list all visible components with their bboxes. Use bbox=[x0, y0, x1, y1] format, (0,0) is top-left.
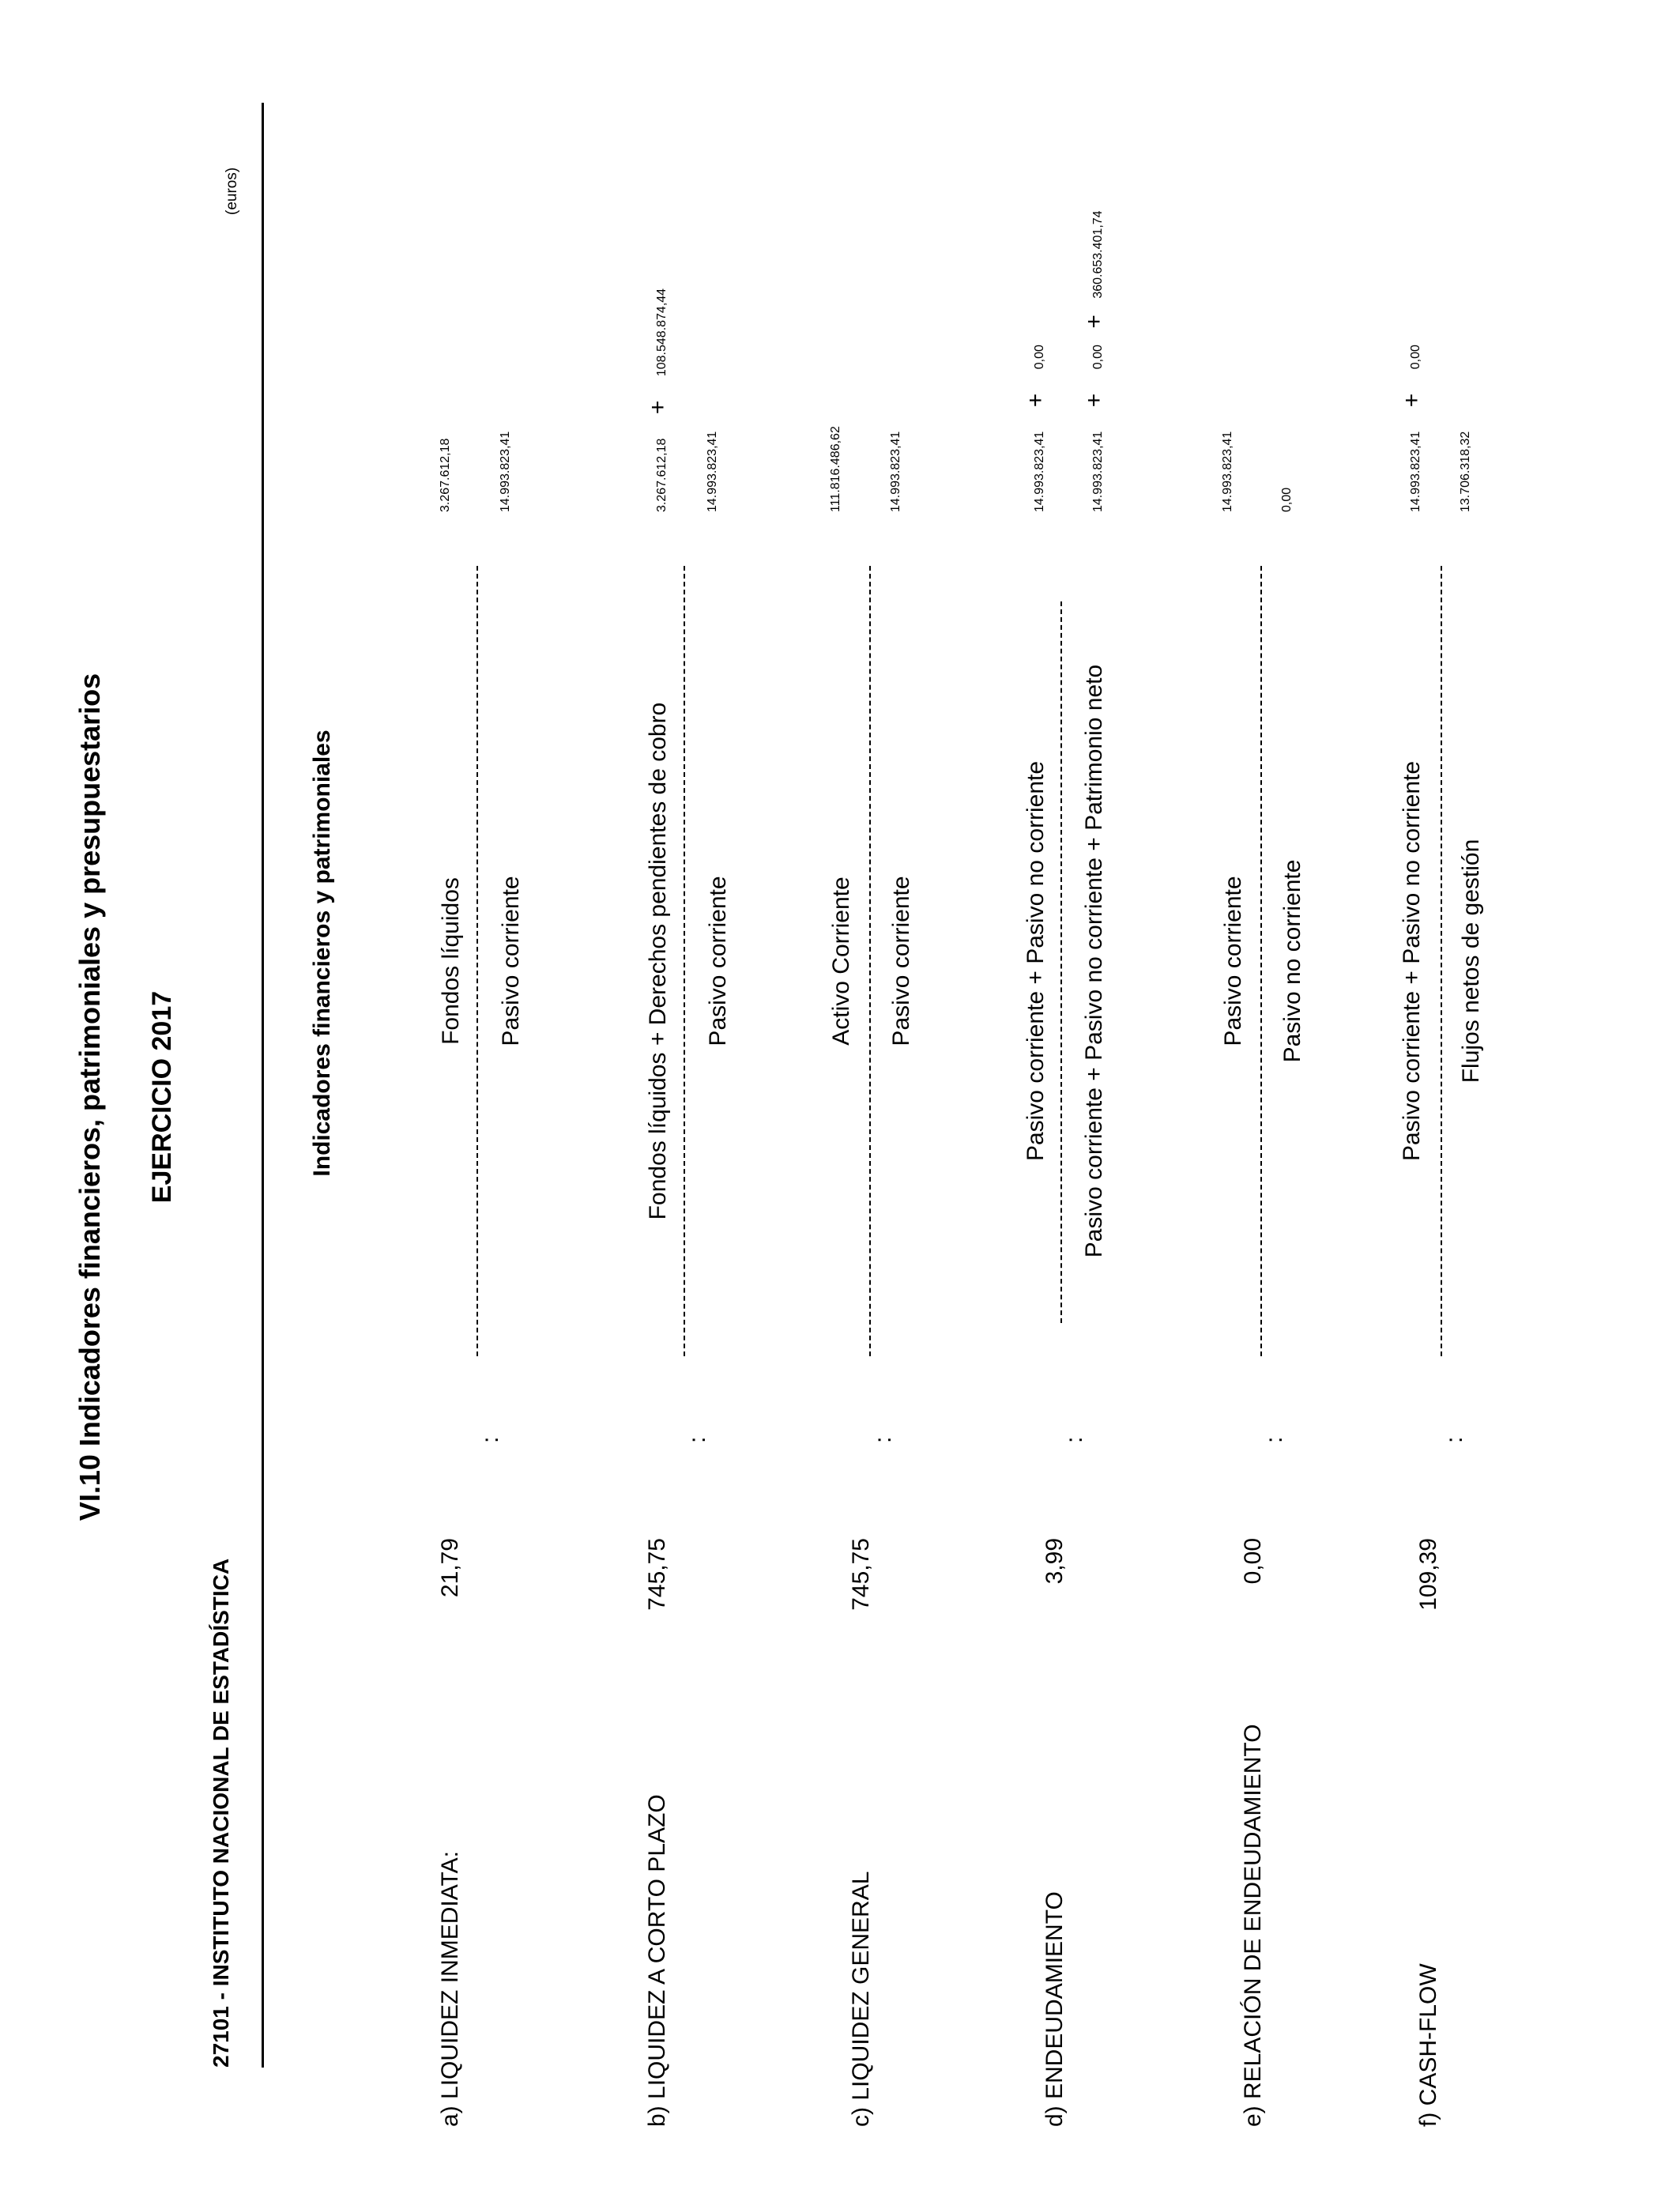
colon: : bbox=[870, 1436, 896, 1443]
indicator-label: b) LIQUIDEZ A CORTO PLAZO bbox=[644, 1794, 670, 2127]
fraction-line bbox=[1441, 566, 1442, 1356]
colon: : bbox=[1261, 1436, 1287, 1443]
amount: 3.267.612,18 bbox=[655, 438, 669, 512]
numerator: Fondos líquidos + Derechos pendientes de cobro bbox=[645, 702, 671, 1220]
indicator-value: 0,00 bbox=[1240, 1538, 1266, 1585]
amount: 14.993.823,41 bbox=[1221, 431, 1234, 512]
unit-label: (euros) bbox=[224, 167, 240, 215]
numerator-values bbox=[646, 288, 670, 512]
denominator-values bbox=[1281, 488, 1294, 512]
amount: 0,00 bbox=[1091, 345, 1105, 370]
denominator: Pasivo no corriente bbox=[1279, 859, 1305, 1063]
amount: 111.816.486,62 bbox=[829, 426, 842, 512]
amount: 108.548.874,44 bbox=[655, 288, 669, 377]
amount: 360.653.401,74 bbox=[1091, 210, 1105, 299]
indicator-label: a) LIQUIDEZ INMEDIATA: bbox=[437, 1851, 463, 2127]
indicator-value: 109,39 bbox=[1415, 1538, 1441, 1611]
fraction-line bbox=[1060, 601, 1062, 1323]
indicator-label: f) CASH-FLOW bbox=[1415, 1963, 1441, 2127]
colon: : bbox=[1061, 1436, 1087, 1443]
page-title: VI.10 Indicadores financieros, patrimoniales y presupuestarios bbox=[73, 673, 106, 1521]
amount: 14.993.823,41 bbox=[1033, 431, 1046, 512]
numerator-values bbox=[1222, 432, 1234, 512]
indicator-value: 745,75 bbox=[848, 1538, 874, 1611]
denominator: Pasivo corriente bbox=[498, 876, 524, 1046]
amount: 13.706.318,32 bbox=[1459, 431, 1472, 512]
amount: 14.993.823,41 bbox=[889, 431, 902, 512]
denominator: Pasivo corriente bbox=[705, 876, 731, 1046]
fraction-line bbox=[477, 566, 478, 1356]
denominator: Pasivo corriente + Pasivo no corriente + Patrimonio neto bbox=[1081, 664, 1107, 1258]
fraction-line bbox=[1260, 566, 1262, 1356]
amount: 14.993.823,41 bbox=[1091, 431, 1105, 512]
denominator-values bbox=[706, 432, 719, 512]
indicator-label: c) LIQUIDEZ GENERAL bbox=[848, 1871, 874, 2127]
denominator: Flujos netos de gestión bbox=[1458, 839, 1484, 1084]
indicator-label: e) RELACIÓN DE ENDEUDAMIENTO bbox=[1240, 1724, 1266, 2127]
numerator-values bbox=[439, 439, 452, 512]
numerator: Pasivo corriente bbox=[1220, 876, 1246, 1046]
entity-name: 27101 - INSTITUTO NACIONAL DE ESTADÍSTICA bbox=[209, 1558, 233, 2068]
plus-sign: + bbox=[1023, 393, 1049, 408]
plus-sign: + bbox=[645, 400, 671, 415]
numerator: Pasivo corriente + Pasivo no corriente bbox=[1023, 760, 1049, 1162]
indicator-value: 21,79 bbox=[437, 1538, 463, 1598]
denominator: Pasivo corriente bbox=[888, 876, 914, 1046]
numerator: Activo Corriente bbox=[828, 876, 854, 1046]
exercise-year: EJERCICIO 2017 bbox=[147, 990, 177, 1204]
amount: 0,00 bbox=[1280, 487, 1294, 512]
indicator-label: d) ENDEUDAMIENTO bbox=[1042, 1891, 1068, 2127]
amount: 3.267.612,18 bbox=[439, 438, 452, 512]
indicator-value: 3,99 bbox=[1042, 1538, 1068, 1585]
denominator-values bbox=[890, 432, 902, 512]
plus-sign: + bbox=[1081, 315, 1107, 329]
denominator-values bbox=[1083, 210, 1106, 512]
fraction-line bbox=[684, 566, 685, 1356]
amount: 14.993.823,41 bbox=[1409, 431, 1422, 512]
section-title: Indicadores financieros y patrimoniales bbox=[309, 729, 335, 1177]
indicator-value: 745,75 bbox=[644, 1538, 670, 1611]
denominator-values bbox=[1460, 432, 1472, 512]
numerator: Pasivo corriente + Pasivo no corriente bbox=[1399, 760, 1425, 1162]
colon: : bbox=[684, 1436, 710, 1443]
plus-sign: + bbox=[1081, 393, 1107, 408]
amount: 14.993.823,41 bbox=[706, 431, 719, 512]
colon: : bbox=[477, 1436, 503, 1443]
amount: 14.993.823,41 bbox=[499, 431, 512, 512]
colon: : bbox=[1441, 1436, 1467, 1443]
denominator-values bbox=[499, 432, 512, 512]
numerator-values bbox=[1400, 345, 1424, 512]
amount: 0,00 bbox=[1409, 345, 1422, 370]
numerator-values bbox=[830, 426, 842, 512]
numerator: Fondos líquidos bbox=[438, 877, 464, 1045]
amount: 0,00 bbox=[1033, 345, 1046, 370]
header-rule bbox=[262, 103, 264, 2068]
numerator-values bbox=[1024, 345, 1048, 512]
fraction-line bbox=[869, 566, 871, 1356]
plus-sign: + bbox=[1399, 393, 1425, 408]
